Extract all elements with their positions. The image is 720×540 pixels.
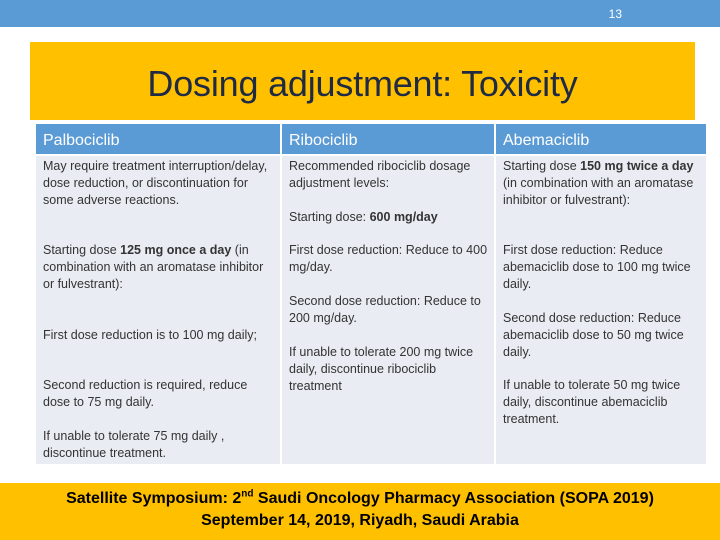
palbociclib-para-2: Starting dose 125 mg once a day (in combination with an aromatase inhibitor or fulvestrant): (43, 243, 264, 291)
header-palbociclib: Palbociclib (36, 124, 280, 154)
palbociclib-para-3: First dose reduction is to 100 mg daily; (43, 328, 257, 342)
slide-number: 13 (608, 7, 622, 21)
top-bar (0, 0, 720, 27)
palbociclib-para-1: May require treatment interruption/delay, dose reduction, or discontinuation for some adverse reactions. (43, 159, 268, 207)
abemaciclib-para-2: First dose reduction: Reduce abemaciclib dose to 100 mg twice daily. (503, 243, 691, 291)
palbociclib-para-4: Second reduction is required, reduce dose to 75 mg daily. (43, 378, 248, 409)
slide-title: Dosing adjustment: Toxicity (147, 63, 578, 104)
abemaciclib-para-4: If unable to tolerate 50 mg twice daily, discontinue abemaciclib treatment. (503, 378, 681, 426)
abemaciclib-starting-dose: 150 mg twice a day (580, 159, 694, 173)
palbociclib-para-5: If unable to tolerate 75 mg daily , discontinue treatment. (43, 429, 225, 460)
title-box (30, 42, 695, 120)
ribociclib-para-3: First dose reduction: Reduce to 400 mg/day. (289, 243, 488, 274)
header-ribociclib: Ribociclib (282, 124, 494, 154)
ribociclib-para-5: If unable to tolerate 200 mg twice daily, discontinue ribociclib treatment (289, 345, 474, 393)
palbociclib-starting-dose: 125 mg once a day (120, 243, 232, 257)
footer-line-1: Satellite Symposium: 2nd Saudi Oncology Pharmacy Association (SOPA 2019) (66, 488, 654, 507)
header-abemaciclib: Abemaciclib (496, 124, 706, 154)
abemaciclib-para-3: Second dose reduction: Reduce abemaciclib dose to 50 mg twice daily. (503, 311, 684, 359)
footer-line-2: September 14, 2019, Riyadh, Saudi Arabia (201, 512, 519, 529)
ribociclib-para-4: Second dose reduction: Reduce to 200 mg/day. (289, 294, 481, 325)
footer-banner (0, 483, 720, 540)
ribociclib-para-2: Starting dose: 600 mg/day (289, 210, 438, 224)
abemaciclib-para-1: Starting dose 150 mg twice a day (in combination with an aromatase inhibitor or fulvestrant): (503, 159, 694, 207)
ribociclib-starting-dose: 600 mg/day (369, 210, 438, 224)
palbociclib-column (36, 156, 280, 464)
abemaciclib-column (496, 156, 706, 464)
ribociclib-para-1: Recommended ribociclib dosage adjustment levels: (289, 159, 471, 190)
dosing-table (36, 124, 706, 464)
ribociclib-column (282, 156, 494, 464)
